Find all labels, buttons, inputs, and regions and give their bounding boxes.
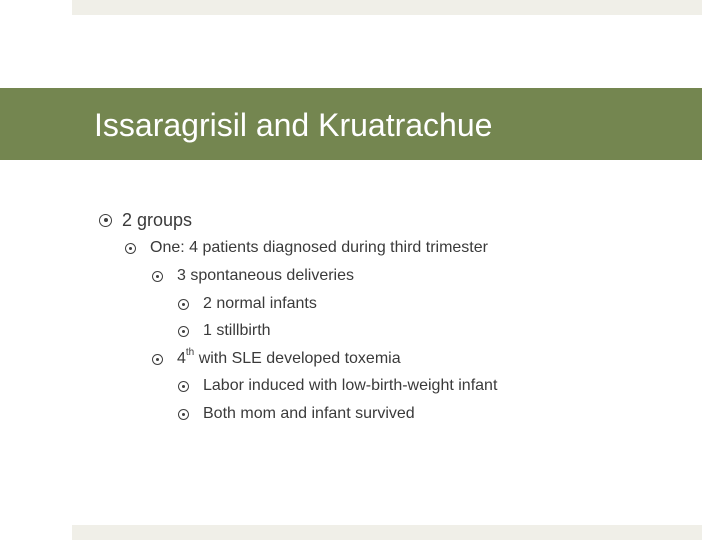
circle-dot-icon — [178, 381, 189, 392]
bottom-decorative-band — [72, 525, 702, 540]
bullet-text — [177, 346, 401, 369]
bullet-text: Labor induced with low-birth-weight infant — [203, 377, 498, 394]
bullet-text: 3 spontaneous deliveries — [177, 267, 355, 284]
circle-dot-icon — [152, 354, 163, 365]
bullet-text: 2 normal infants — [203, 295, 317, 312]
ordinal-suffix: th — [185, 346, 195, 358]
circle-dot-icon — [125, 243, 136, 254]
top-decorative-band — [72, 0, 702, 15]
bullet-number: 4 — [177, 350, 186, 367]
circle-dot-icon — [178, 299, 189, 310]
bullet-groups — [99, 209, 192, 231]
circle-dot-icon — [99, 214, 112, 227]
bullet-text: One: 4 patients diagnosed during third trimester — [150, 239, 488, 256]
circle-dot-icon — [178, 409, 189, 420]
circle-dot-icon — [178, 326, 189, 337]
bullet-labor — [178, 376, 497, 396]
bullet-normal — [178, 294, 317, 314]
bullet-text: 1 stillbirth — [203, 322, 271, 339]
bullet-one — [125, 238, 488, 258]
bullet-remainder: with SLE developed toxemia — [194, 350, 401, 367]
bullet-text: Both mom and infant survived — [203, 405, 415, 422]
bullet-stillbirth — [178, 321, 271, 341]
circle-dot-icon — [152, 271, 163, 282]
bullet-survived — [178, 404, 415, 424]
bullet-fourth — [152, 346, 401, 369]
slide-title: Issaragrisil and Kruatrachue — [94, 107, 493, 143]
bullet-spontaneous — [152, 266, 354, 286]
bullet-text: 2 groups — [122, 210, 193, 230]
